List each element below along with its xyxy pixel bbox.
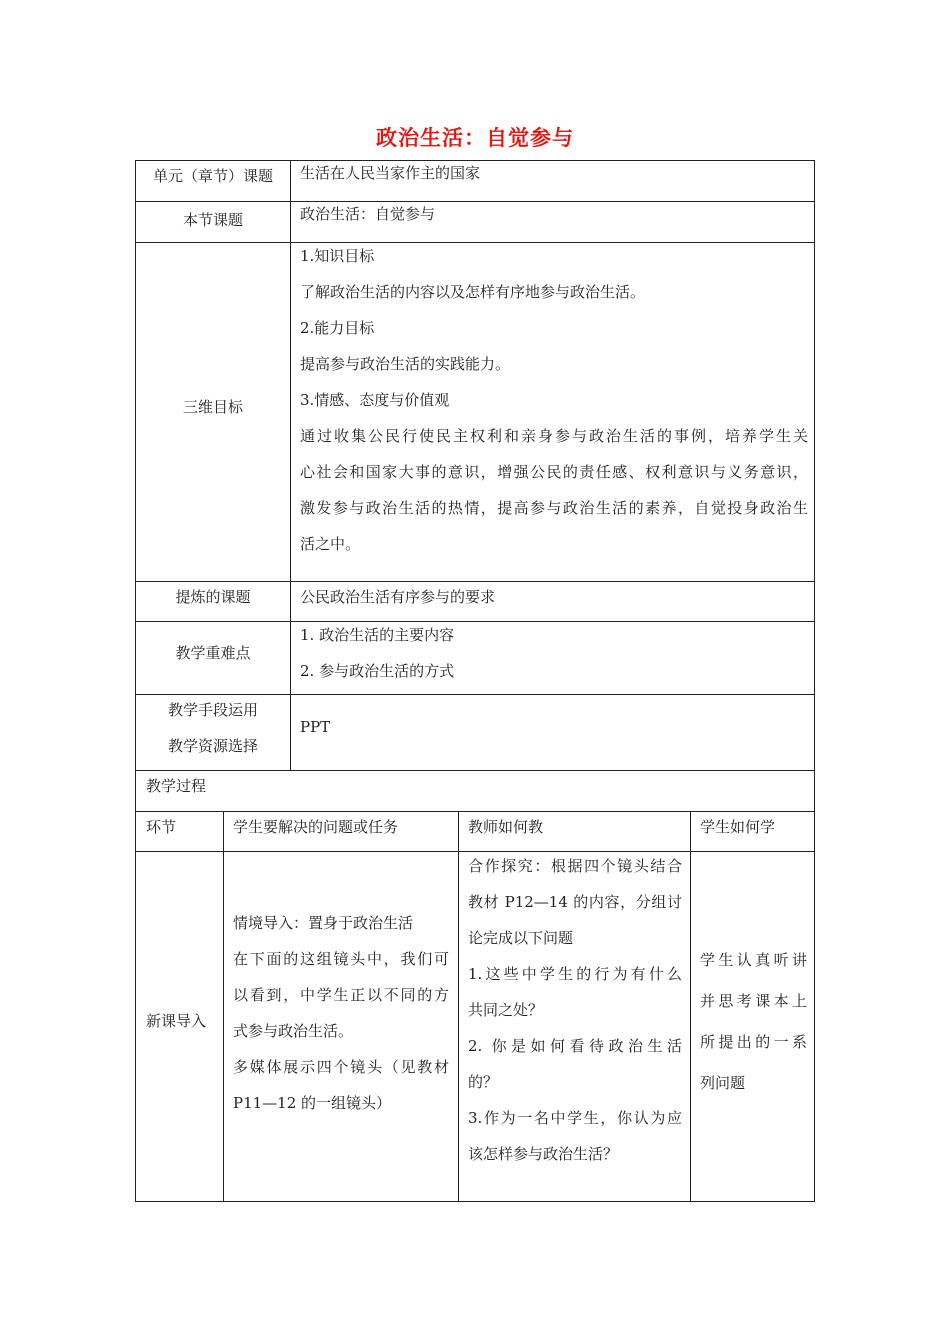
task-cell (233, 905, 449, 1121)
teacher-line: 3.作为一名中学生，你认为应 (468, 1109, 682, 1127)
goals-line: 激发参与政治生活的热情，提高参与政治生活的素养，自觉投身政治生 (300, 499, 808, 517)
task-line: 以看到，中学生正以不同的方 (233, 986, 449, 1004)
row-section (136, 201, 814, 242)
row-unit (136, 161, 814, 201)
row-refined (136, 581, 814, 621)
goals-line: 了解政治生活的内容以及怎样有序地参与政治生活。 (300, 283, 646, 301)
process-label: 教学过程 (146, 777, 207, 795)
teacher-line: 共同之处？ (468, 1001, 544, 1019)
header-task: 学生要解决的问题或任务 (233, 818, 399, 836)
teacher-line: 2. 你是如何看待政治生活 (468, 1037, 682, 1055)
teacher-line: 合作探究：根据四个镜头结合 (468, 857, 682, 875)
task-line: P11—12 的一组镜头） (233, 1094, 392, 1112)
goals-line: 3.情感、态度与价值观 (300, 391, 450, 409)
keypoint-line: 2. 参与政治生活的方式 (300, 662, 455, 680)
keypoints-label: 教学重难点 (175, 644, 251, 662)
section-label: 本节课题 (182, 211, 243, 229)
goals-line: 提高参与政治生活的实践能力。 (300, 355, 511, 373)
teacher-line: 教材 P12—14 的内容，分组讨 (468, 893, 682, 911)
keypoint-line: 1. 政治生活的主要内容 (300, 626, 455, 644)
means-label-line: 教学资源选择 (167, 737, 258, 755)
row-keypoints (136, 621, 814, 694)
refined-value: 公民政治生活有序参与的要求 (300, 588, 496, 606)
goals-line: 心社会和国家大事的意识，增强公民的责任感、权利意识与义务意识， (300, 463, 808, 481)
goals-label: 三维目标 (182, 398, 243, 416)
lesson-plan-table (135, 160, 815, 1202)
row-process-headers (136, 811, 814, 851)
task-line: 情境导入：置身于政治生活 (233, 914, 414, 932)
task-line: 多媒体展示四个镜头（见教材 (233, 1058, 449, 1076)
stage-cell: 新课导入 (146, 1012, 207, 1030)
goals-content (300, 238, 808, 562)
refined-label: 提炼的课题 (175, 588, 251, 606)
page-title: 政治生活：自觉参与 (376, 126, 574, 150)
means-label (136, 692, 290, 764)
student-line: 所提出的一系 (700, 1033, 807, 1051)
row-goals (136, 242, 814, 581)
goals-line: 2.能力目标 (300, 319, 375, 337)
row-process-content (136, 851, 814, 1201)
goals-line: 通过收集公民行使民主权利和亲身参与政治生活的事例，培养学生关 (300, 427, 808, 445)
task-line: 在下面的这组镜头中，我们可 (233, 950, 449, 968)
goals-line: 1.知识目标 (300, 247, 375, 265)
row-process (136, 770, 814, 811)
unit-value: 生活在人民当家作主的国家 (300, 164, 481, 182)
goals-line: 活之中。 (300, 535, 361, 553)
teacher-line: 的？ (468, 1073, 499, 1091)
teacher-line: 该怎样参与政治生活？ (468, 1145, 619, 1163)
student-line: 学生认真听讲 (700, 951, 807, 969)
keypoints-content (300, 617, 454, 689)
row-means (136, 694, 814, 770)
unit-label: 单元（章节）课题 (152, 167, 273, 185)
student-line: 列问题 (700, 1074, 746, 1092)
student-line: 并思考课本上 (700, 992, 807, 1010)
teacher-line: 1.这些中学生的行为有什么 (468, 965, 682, 983)
header-teacher: 教师如何教 (468, 818, 544, 836)
means-label-line: 教学手段运用 (167, 701, 258, 719)
header-student: 学生如何学 (700, 818, 776, 836)
teacher-cell (468, 848, 682, 1172)
section-value: 政治生活：自觉参与 (300, 205, 436, 223)
student-cell (700, 940, 807, 1104)
teacher-line: 论完成以下问题 (468, 929, 574, 947)
means-value: PPT (300, 718, 331, 736)
task-line: 式参与政治生活。 (233, 1022, 354, 1040)
header-stage: 环节 (146, 818, 177, 836)
